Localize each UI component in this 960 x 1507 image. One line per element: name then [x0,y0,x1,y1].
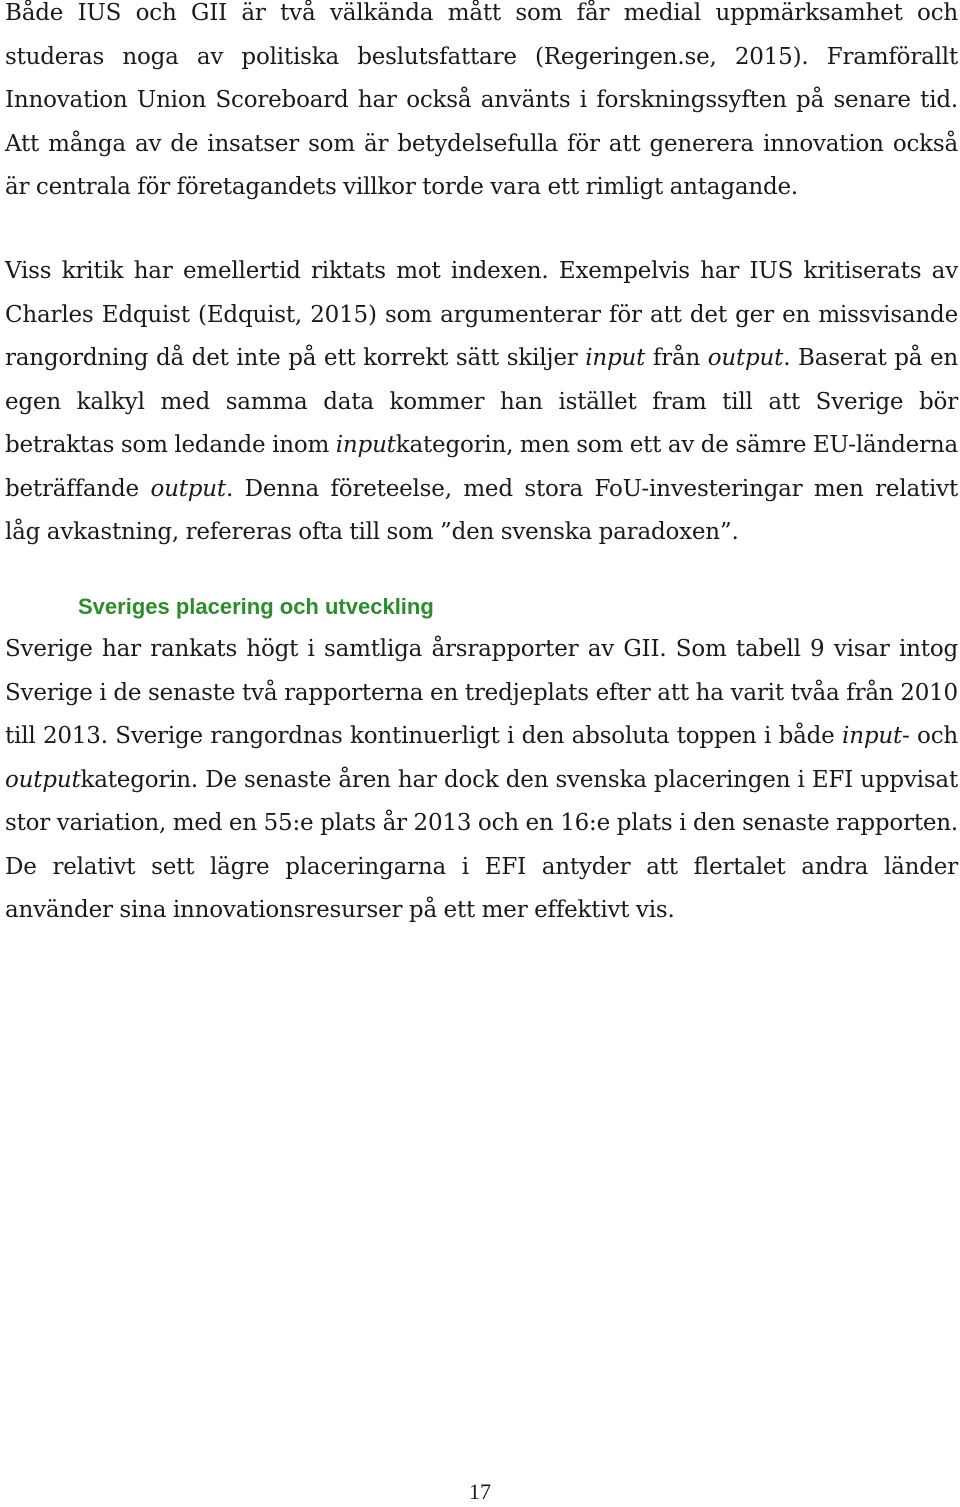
page-number: 17 [469,1479,491,1504]
section-heading: Sveriges placering och utveckling [78,594,434,619]
text-run: från [645,345,708,371]
italic-term: input [842,723,902,749]
paragraph-intro: Både IUS och GII är två välkända mått som får medial uppmärksamhet och studeras noga av politiska beslutsfattare (Regeringen.se, 2015). Framförallt Innovation Union Scoreboard har också använts i forskningssyften på senare tid. Att många av de insatser som är betydelsefulla för att generera innovation också är centrala för företagandets villkor torde vara ett rimligt antagande. [5,0,958,200]
text-run: Sverige har rankats högt i samtliga årsrapporter av GII. Som tabell 9 visar intog Sverige i de senaste två rapporterna en tredjeplats efter att ha varit tvåa från 2010 till 2013. Sverige rangordnas kontinuerligt i den absoluta toppen i både [5,636,958,749]
italic-term: input [585,345,646,371]
text-run: . Baserat på en egen kalkyl med samma data kommer han istället fram till att Sverige bör betraktas som ledande inom [5,345,958,458]
paragraph-critique [5,250,958,555]
paragraph-ranking [5,628,958,933]
italic-term: output [707,345,784,371]
text-run: . Denna företeelse, med stora FoU-investeringar men relativt låg avkastning, refereras ofta till som ”den svenska paradoxen”. [5,475,958,545]
italic-term: output [5,766,81,793]
text-run: Viss kritik har emellertid riktats mot indexen. Exempelvis har IUS kritiserats av Charles Edquist (Edquist, 2015) som argumenterar för att det ger en missvisande rangordning då det inte på ett korrekt sätt skiljer [5,258,958,371]
italic-term: input [335,432,396,458]
text-run: - och [902,723,958,749]
text-run: kategorin, men som ett av de sämre EU-länderna beträffande [5,432,958,502]
text-run: kategorin. De senaste åren har dock den svenska placeringen i EFI uppvisat stor variation, med en 55:e plats år 2013 och en 16:e plats i den senaste rapporten. De relativt sett lägre placeringarna i EFI antyder att flertalet andra länder använder sina innovationsresurser på ett mer effektivt vis. [5,766,958,923]
italic-term: output [150,475,226,502]
